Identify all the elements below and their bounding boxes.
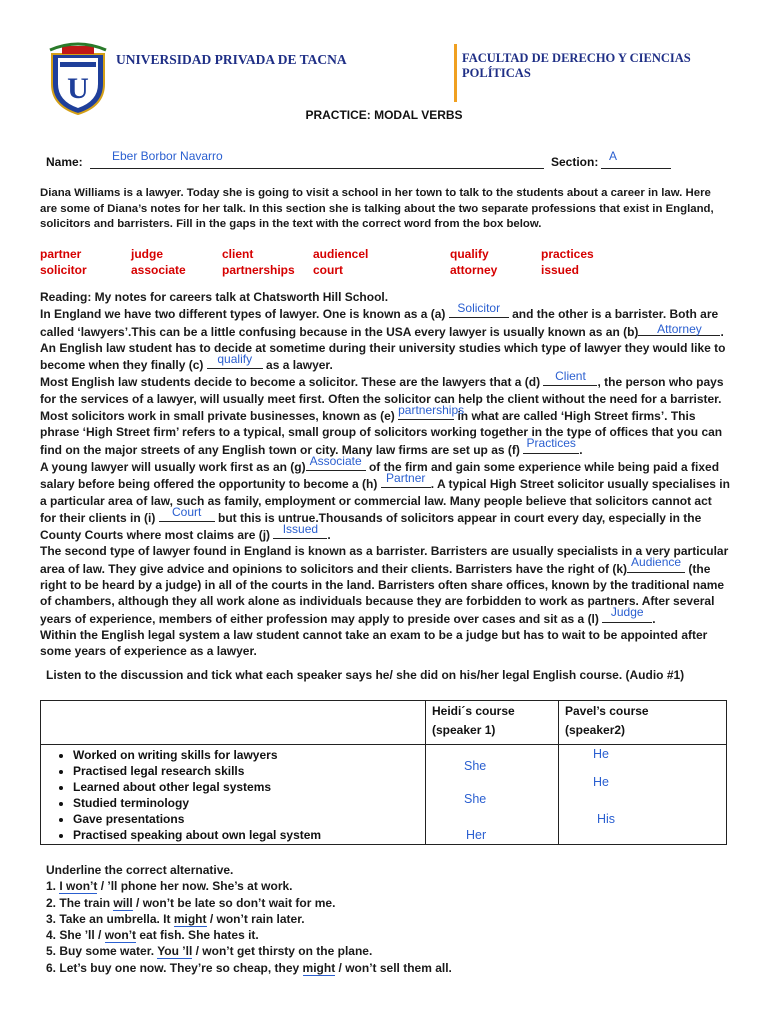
- gap-h[interactable]: Partner: [381, 475, 431, 488]
- list-item: • Learned about other legal systems: [73, 779, 425, 795]
- faculty-line-1: FACULTAD DE DERECHO Y CIENCIAS: [462, 51, 691, 65]
- listening-table: [40, 700, 727, 845]
- list-item: • Practised legal research skills: [73, 763, 425, 779]
- pavel-answers-cell[interactable]: [559, 745, 727, 845]
- course-activities: [41, 747, 425, 843]
- gap-d[interactable]: Client: [543, 373, 597, 386]
- word: associate: [131, 263, 186, 277]
- section-value: A: [609, 149, 618, 163]
- gap-e[interactable]: partnerships: [398, 407, 454, 420]
- underline-section: [46, 862, 726, 976]
- faculty-line-2: POLÍTICAS: [462, 66, 531, 80]
- reading-text: In England we have two different types of lawyer. One is known as a (a) Solicitor and the other is a barrister. Both are called ‘lawyers’.This can be a little confusing because in the USA every lawyer is usually known as an (b) Attorney . An English law student has to decide at sometime during their university studies which type of lawyer they would like to become when they finally (c) qualify as a lawyer. Most English law students decide to become a solicitor. These are the lawyers that a (d) Client , the person who pays for the services of a lawyer, will usually meet first. Often the solicitor can help the client without the need for a barrister. Most solicitors work in small private businesses, known as (e) partnerships in what are called ‘High Street firms’. This phrase ‘High Street firm’ refers to a typical, small group of solicitors working together in the type of offices that you can find on the major streets of any English town or city. Many law firms are set up as (f) Practices . A young lawyer will usually work first as an (g) Associate of the firm and gain some experience while being paid a fixed salary before being offered the opportunity to become a (h) Partner . A typical High Street solicitor usually specialises in a particular area of law, such as family, employment or commercial law. Many people believe that solicitors cannot act for their clients in (i) Court but this is untrue.Thousands of solicitors appear in court every day, especially in the County Courts where most claims are (j) Issued . The second type of lawyer found in England is known as a barrister. Barristers are usually specialists in a very particular area of law. They give advice and opinions to solicitors and their clients. Barristers have the right of (k) Audience (the right to be heard by a judge) in all of the courts in the land. Barristers often share offices, known by the traditional name of chambers, although they all work alone as individuals because they are forbidden to work as partners. After several years of experience, members of either profession may apply to preside over cases and sit as a (l) Judge . Within the English legal system a law student cannot take an exam to be a judge but has to wait to be appointed after some years of experience as a lawyer.: [40, 301, 730, 659]
- underlined-choice[interactable]: won’t: [104, 928, 137, 943]
- gap-k[interactable]: Audience: [627, 560, 685, 573]
- word: audiencel: [313, 247, 369, 261]
- gap-a[interactable]: Solicitor: [449, 305, 509, 318]
- sentence: 1. I won’t / ’ll phone her now. She’s at work.: [46, 879, 293, 894]
- underline-title: Underline the correct alternative.: [46, 863, 234, 877]
- table-header-empty: [41, 701, 426, 745]
- word: practices: [541, 247, 594, 261]
- underlined-choice[interactable]: will: [113, 895, 133, 910]
- word: issued: [541, 263, 580, 277]
- name-label: Name:: [46, 155, 83, 169]
- sentence: 4. She ’ll / won’t eat fish. She hates it.: [46, 928, 259, 943]
- underlined-choice[interactable]: might: [302, 960, 336, 975]
- header-divider: [454, 44, 457, 102]
- listening-instruction: Listen to the discussion and tick what each speaker says he/ she did on his/her legal English course. (Audio #1): [46, 668, 685, 682]
- table-header-pavel: Pavel’s course (speaker2): [559, 701, 727, 745]
- word: partnerships: [222, 263, 295, 277]
- word: attorney: [450, 263, 498, 277]
- list-item: • Gave presentations: [73, 811, 425, 827]
- sentence: 6. Let’s buy one now. They’re so cheap, they might / won’t sell them all.: [46, 960, 452, 975]
- sentence: 5. Buy some water. You ’ll / won’t get thirsty on the plane.: [46, 944, 373, 959]
- name-field[interactable]: [90, 149, 544, 169]
- word: partner: [40, 247, 82, 261]
- table-header-heidi: Heidi´s course (speaker 1): [426, 701, 559, 745]
- sentence: 2. The train will / won’t be late so don’t wait for me.: [46, 895, 336, 910]
- gap-j[interactable]: Issued: [273, 526, 327, 539]
- list-item: • Studied terminology: [73, 795, 425, 811]
- gap-b[interactable]: Attorney: [638, 323, 720, 336]
- heidi-answers-cell[interactable]: [426, 745, 559, 845]
- word: client: [222, 247, 254, 261]
- name-value: Eber Borbor Navarro: [112, 149, 223, 163]
- underlined-choice[interactable]: You ’ll: [157, 944, 193, 959]
- reading-title: Reading: My notes for careers talk at Chatsworth Hill School.: [40, 290, 389, 304]
- sentence: 3. Take an umbrella. It might / won’t rain later.: [46, 911, 305, 926]
- section-label: Section:: [551, 155, 599, 169]
- pavel-answer: His: [597, 812, 616, 826]
- pavel-answer: He: [593, 747, 609, 761]
- list-item: • Practised speaking about own legal system: [73, 827, 425, 843]
- gap-g[interactable]: Associate: [306, 458, 366, 471]
- heidi-answer: Her: [466, 828, 487, 842]
- gap-i[interactable]: Court: [159, 509, 215, 522]
- word: solicitor: [40, 263, 87, 277]
- section-field[interactable]: [601, 149, 671, 169]
- gap-l[interactable]: Judge: [602, 610, 652, 623]
- list-item: • Worked on writing skills for lawyers: [73, 747, 425, 763]
- svg-text:U: U: [67, 72, 89, 105]
- university-name: UNIVERSIDAD PRIVADA DE TACNA: [116, 52, 347, 67]
- gap-c[interactable]: qualify: [207, 356, 263, 369]
- gap-f[interactable]: Practices: [523, 441, 579, 454]
- word: qualify: [450, 247, 489, 261]
- university-logo: [46, 40, 110, 116]
- reading-section: [40, 289, 730, 660]
- pavel-answer: He: [593, 775, 609, 789]
- underlined-choice[interactable]: I won’t: [59, 879, 98, 894]
- underlined-choice[interactable]: might: [173, 911, 207, 926]
- word: judge: [131, 247, 163, 261]
- heidi-answer: She: [464, 759, 487, 773]
- table-items-cell: [41, 745, 426, 845]
- word: court: [313, 263, 343, 277]
- page-title: PRACTICE: MODAL VERBS: [305, 108, 463, 122]
- heidi-answer: She: [464, 792, 487, 806]
- intro-text: Diana Williams is a lawyer. Today she is going to visit a school in her town to talk to the students about a career in law. Here are some of Diana’s notes for her talk. In this section she is talking about the two separate professions that exist in England, solicitors and barristers. Fill in the gaps in the text with the correct word from the box below.: [40, 187, 714, 230]
